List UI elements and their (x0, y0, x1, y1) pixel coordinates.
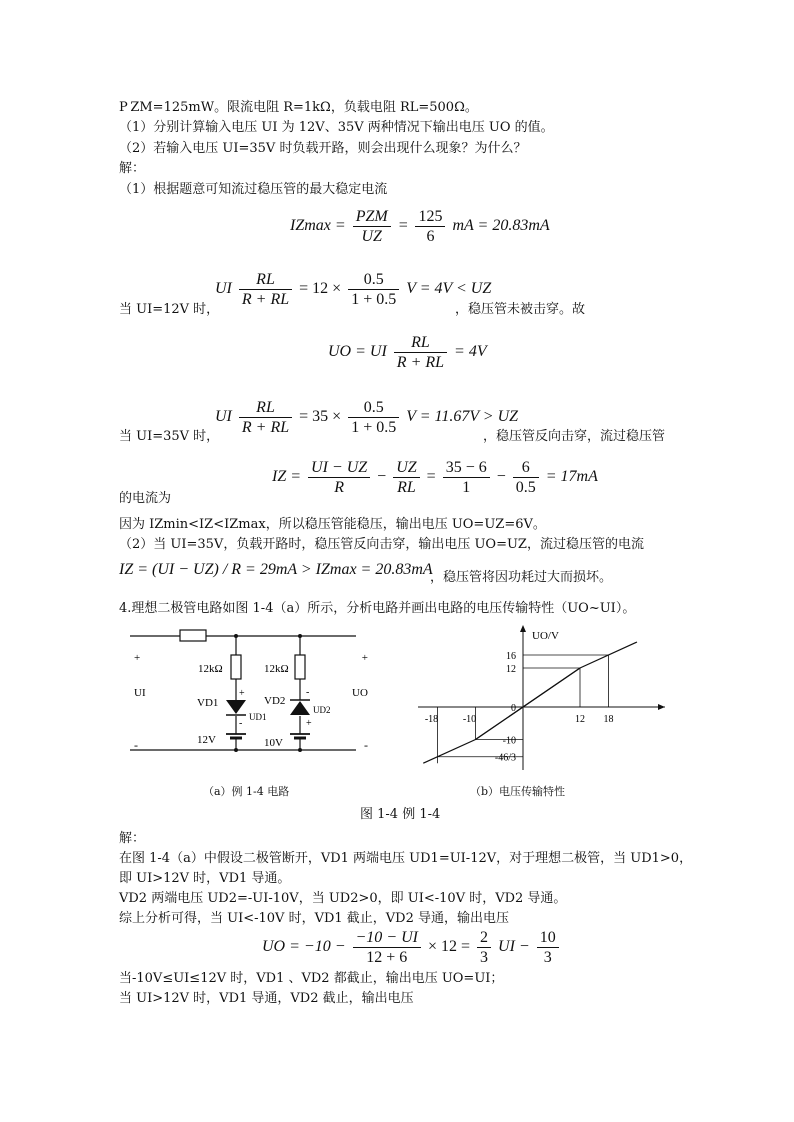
transfer-chart (410, 622, 668, 772)
analysis-3: VD2 两端电压 UD2=-UI-10V，当 UD2>0，即 UI<-10V 时，VD2 导通。 (119, 891, 567, 906)
case-35v: 当 UI=35V 时， (119, 429, 220, 444)
ud1-label: UD1 (249, 712, 267, 722)
stability-line: 因为 IZmin<IZ<IZmax，所以稳压管能稳压，输出电压 UO=UZ=6V。 (119, 517, 546, 532)
resistor-r1 (231, 655, 241, 679)
vd2-plus: + (306, 718, 312, 729)
question-2: （2）若输入电压 UI=35V 时负载开路，则会出现什么现象？为什么？ (119, 141, 527, 156)
y-axis-arrow (520, 625, 526, 632)
question-1: （1）分别计算输入电压 UI 为 12V、35V 两种情况下输出电压 UO 的值。 (119, 120, 554, 135)
analysis-5: 当-10V≤UI≤12V 时，VD1 、VD2 都截止，输出电压 UO=UI； (119, 971, 504, 986)
answer-1-intro: （1）根据题意可知流过稳压管的最大稳定电流 (119, 182, 388, 197)
resistor-r2 (295, 655, 305, 679)
series-line-1 (476, 668, 581, 740)
equation-35v: UI $\frac{RL}{R + RL}$ = 35 × $\frac{0.5}{1 + 0.5}$ V = 11.67V > UZ (215, 399, 519, 436)
vd1-label: VD1 (197, 697, 219, 709)
x-tick-label: -10 (462, 714, 477, 725)
ui-plus: + (134, 652, 141, 664)
uo-minus: - (364, 738, 368, 752)
given-line: P ZM=125mW。限流电阻 R=1kΩ，负载电阻 RL=500Ω。 (119, 100, 478, 115)
x-axis-arrow (658, 704, 665, 710)
vd2-label: VD2 (264, 695, 286, 707)
answer-2-tail: ，稳压管将因功耗过大而损坏。 (430, 570, 613, 585)
equation-uo-negative: UO = −10 − $\frac{-10 - UI}{12 + 6}$ × 12 = $\frac{2}{3}$ UI − $\frac{10}{3}$ (262, 928, 562, 967)
solution-label-2: 解： (119, 831, 146, 846)
equation-uo-4v: UO = UI $\frac{RL}{R + RL}$ = 4V (328, 334, 487, 371)
x-tick-label: 18 (603, 714, 614, 725)
problem-4: 4.理想二极管电路如图 1-4（a）所示，分析电路并画出电路的电压传输特性（UO~UI）。 (119, 601, 636, 616)
answer-2: （2）当 UI=35V，负载开路时，稳压管反向击穿，输出电压 UO=UZ，流过稳压管的电流 (119, 537, 644, 552)
ui-minus: - (134, 738, 138, 752)
equation-open-load: IZ = (UI − UZ) / R = 29mA > IZmax = 20.83mA (119, 561, 433, 578)
uo-plus: + (361, 652, 368, 664)
current-label: 的电流为 (119, 491, 172, 506)
series-resistor (180, 630, 206, 641)
v2-label: 10V (264, 737, 283, 749)
case-12v: 当 UI=12V 时， (119, 302, 220, 317)
x-tick-label: -18 (424, 714, 439, 725)
ui-label: UI (134, 687, 146, 699)
analysis-1: 在图 1-4（a）中假设二极管断开，VD1 两端电压 UD1=UI-12V，对于理想二极管，当 UD1>0， (119, 851, 693, 866)
y-tick-label: -10 (502, 735, 516, 747)
analysis-2: 即 UI>12V 时，VD1 导通。 (119, 871, 291, 886)
figure-caption: 图 1-4 例 1-4 (360, 807, 441, 822)
equation-izmax: IZmax = $\frac{\text{PZM}}{UZ}$ = $\frac{125}{6}$ mA = 20.83mA (290, 208, 550, 245)
y-tick-label: 12 (506, 664, 516, 675)
analysis-4: 综上分析可得，当 UI<-10V 时，VD1 截止，VD2 导通，输出电压 (119, 911, 510, 926)
equation-iz: IZ = $\frac{UI - UZ}{R}$ − $\frac{UZ}{RL}$ = $\frac{35 - 6}{1}$ − $\frac{6}{0.5}$ = 17mA (272, 459, 598, 496)
vd2-minus: - (306, 687, 310, 698)
v1-label: 12V (197, 734, 216, 746)
caption-a: （a）例 1-4 电路 (203, 785, 290, 798)
y-tick-label: 0 (511, 703, 516, 714)
analysis-6: 当 UI>12V 时，VD1 导通，VD2 截止，输出电压 (119, 991, 414, 1006)
diode-vd1 (226, 700, 246, 714)
y-tick-label: -46/3 (494, 752, 516, 764)
vd1-plus: + (239, 688, 245, 699)
case-35v-tail: ，稳压管反向击穿，流过稳压管 (483, 429, 666, 444)
caption-b: （b）电压传输特性 (470, 785, 566, 798)
diode-vd2 (290, 701, 310, 715)
y-tick-label: 16 (506, 651, 516, 662)
y-axis-label: UO/V (532, 630, 559, 642)
equation-12v: UI $\frac{RL}{R + RL}$ = 12 × $\frac{0.5}{1 + 0.5}$ V = 4V < UZ (215, 271, 492, 308)
uo-label: UO (352, 687, 368, 699)
r2-label: 12kΩ (264, 663, 289, 675)
case-12v-tail: ，稳压管未被击穿。故 (455, 302, 586, 317)
solution-label: 解： (119, 161, 146, 176)
ud2-label: UD2 (313, 705, 331, 715)
circuit-diagram (118, 625, 368, 775)
r1-label: 12kΩ (198, 663, 223, 675)
x-tick-label: 12 (575, 714, 585, 725)
vd1-minus: - (239, 718, 243, 729)
